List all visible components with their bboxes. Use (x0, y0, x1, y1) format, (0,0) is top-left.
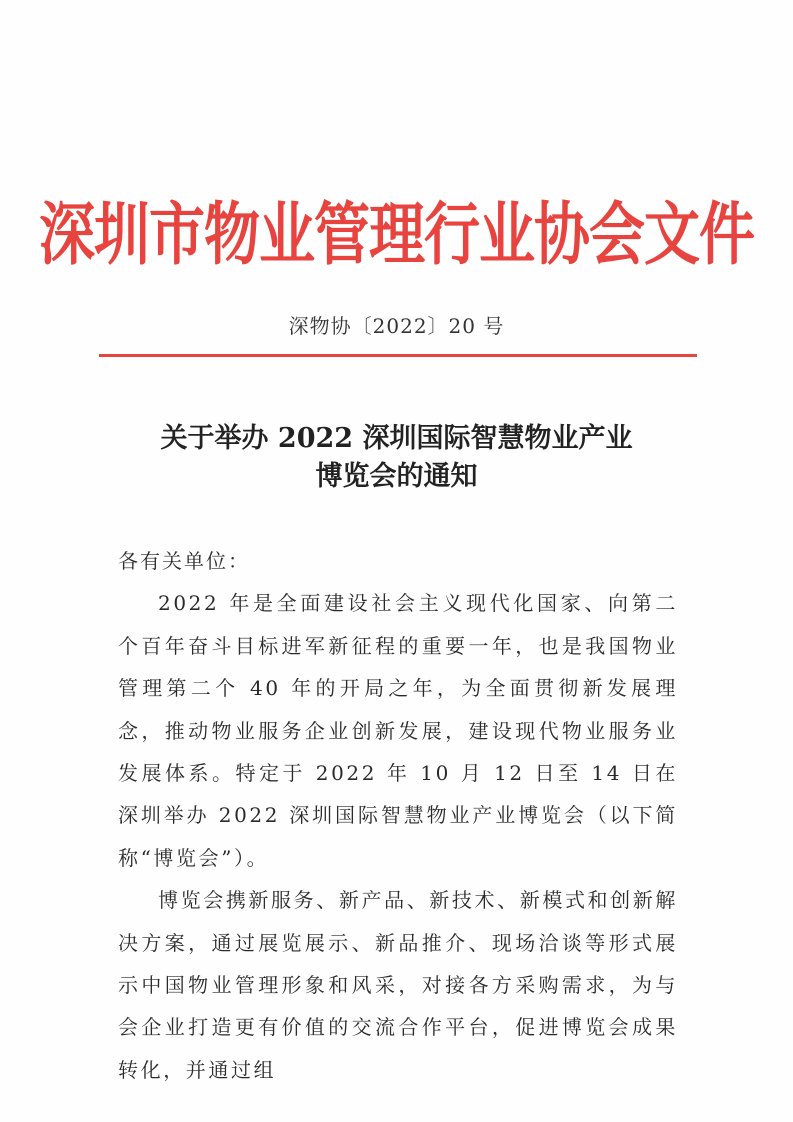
notice-title-line-2: 博览会的通知 (315, 461, 478, 492)
body-paragraph-2: 博览会携新服务、新产品、新技术、新模式和创新解决方案，通过展览展示、新品推介、现场洽谈等形式展示中国物业管理形象和风采，对接各方采购需求，为与会企业打造更有价值的交流合作平台，促进博览会成果转化，并通过组 (118, 888, 678, 1082)
organization-header-title: 深圳市物业管理行业协会文件 (39, 194, 754, 276)
salutation: 各有关单位： (118, 549, 250, 573)
notice-title (0, 420, 793, 496)
document-number: 深物协〔2022〕20 号 (288, 314, 505, 338)
body-paragraph-1: 2022 年是全面建设社会主义现代化国家、向第二个百年奋斗目标进军新征程的重要一年，也是我国物业管理第二个 40 年的开局之年，为全面贯彻新发展理念，推动物业服务企业创新发展，建设现代物业服务业发展体系。特定于 2022 年 10 月 12 日至 14 日在深圳举办 2022 深圳国际智慧物业产业博览会（以下简称“博览会”）。 (118, 591, 678, 870)
notice-body (118, 540, 678, 1091)
header-divider-rule (99, 354, 697, 357)
notice-title-line-1: 关于举办 2022 深圳国际智慧物业产业 (160, 423, 633, 454)
